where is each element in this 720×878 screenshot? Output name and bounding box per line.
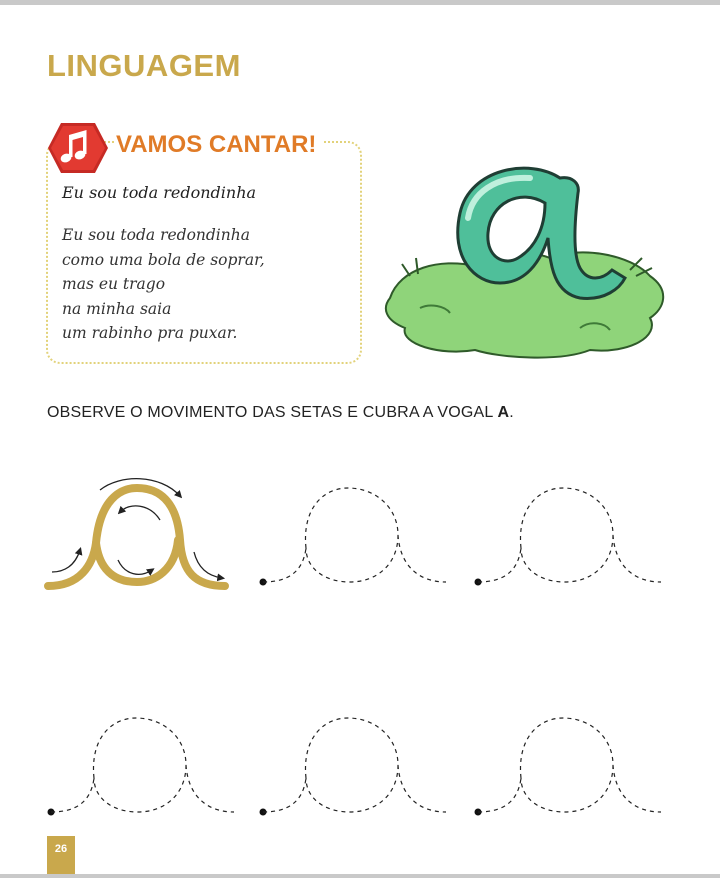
bottom-border [0, 874, 720, 878]
page-title: LINGUAGEM [47, 48, 241, 83]
lyric-line: na minha saia [62, 299, 172, 318]
lyric-line: mas eu trago [62, 275, 166, 293]
lyric-line: um rabinho pra puxar. [62, 324, 238, 342]
lyric-line: Eu sou toda redondinha [62, 226, 250, 244]
tracing-letter[interactable] [260, 488, 447, 586]
model-letter-a [48, 479, 225, 586]
instruction-text: OBSERVE O MOVIMENTO DAS SETAS E CUBRA A VOGAL A. [47, 404, 514, 421]
lyric-line: como uma bola de soprar, [62, 250, 265, 269]
tracing-letter[interactable] [475, 488, 662, 586]
song-header: VAMOS CANTAR! [114, 131, 322, 159]
tracing-letter[interactable] [48, 718, 235, 816]
song-title: Eu sou toda redondinha [62, 183, 257, 202]
tracing-letter[interactable] [475, 718, 662, 816]
tracing-letter[interactable] [260, 718, 447, 816]
page-number: 26 [47, 836, 75, 874]
